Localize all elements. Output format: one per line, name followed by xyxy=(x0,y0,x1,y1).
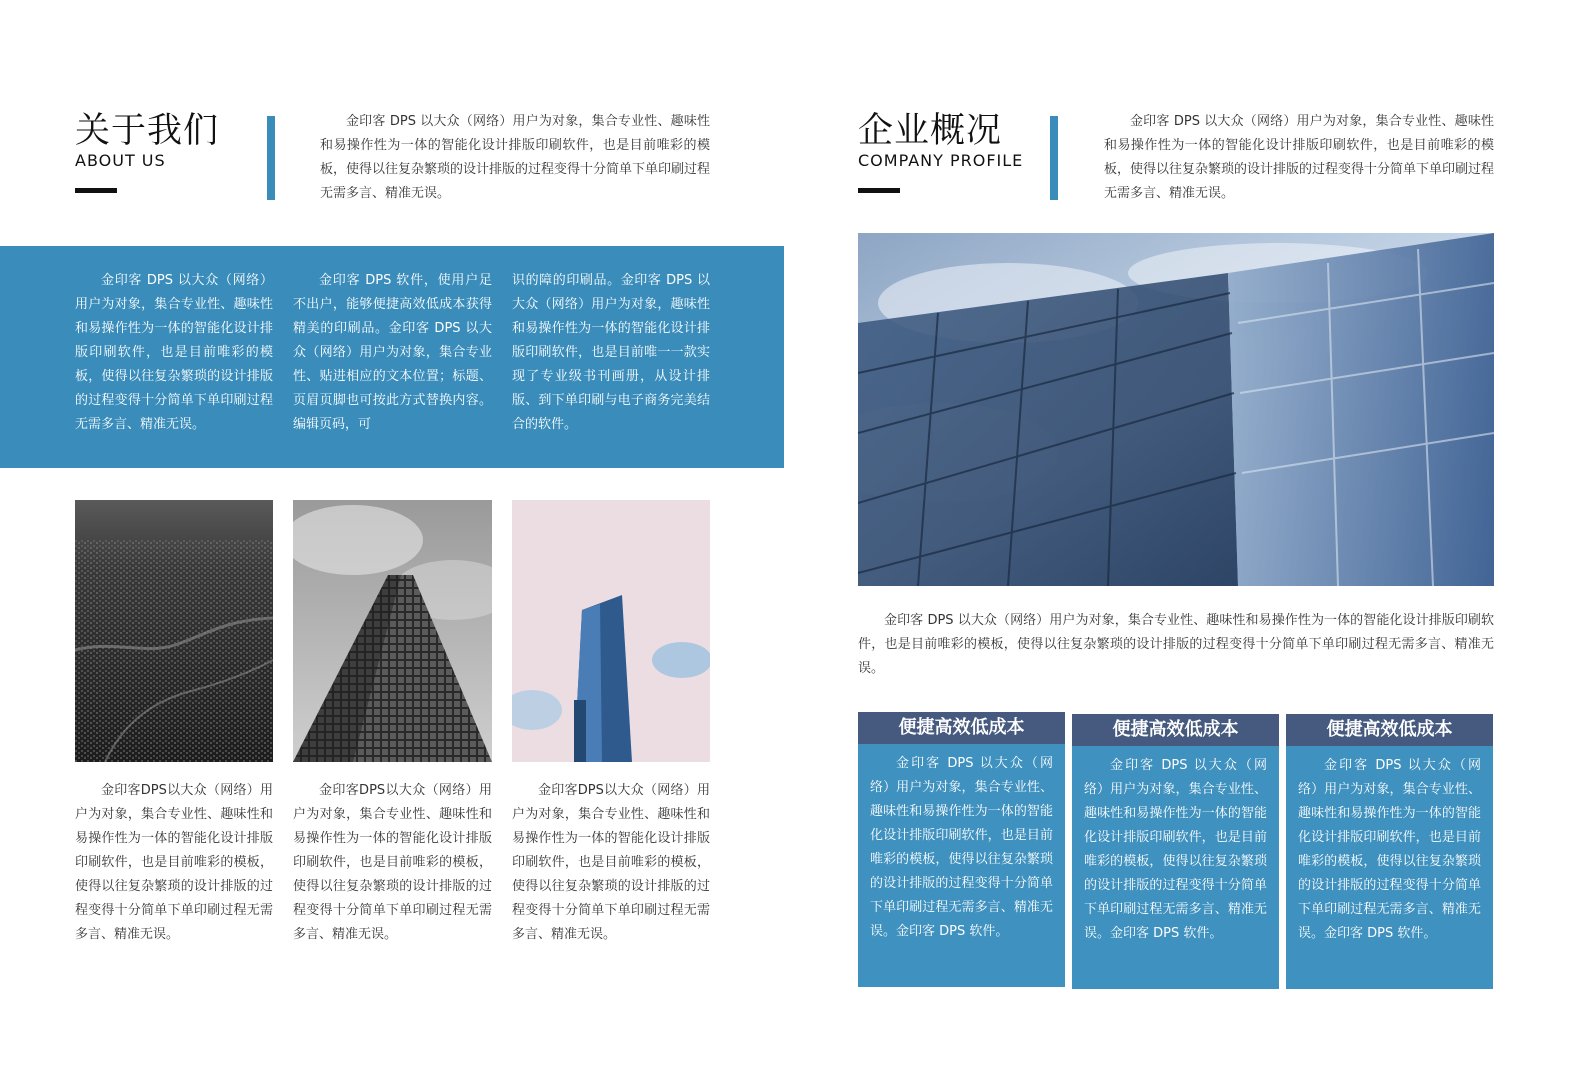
feature-card-title: 便捷高效低成本 xyxy=(1286,714,1493,746)
about-heading-underline xyxy=(75,188,117,193)
band-column-2: 金印客 DPS 软件，使用户足不出户，能够便捷高效低成本获得精美的印刷品。金印客 DPS 以大众（网络）用户为对象，集合专业性、贴进相应的文本位置；标题、页眉页脚也可按此方式替换内容。编辑页码，可 xyxy=(293,273,492,432)
feature-card-1 xyxy=(858,712,1065,987)
aerial-city-photo xyxy=(75,500,273,762)
glass-skyscraper-photo xyxy=(858,233,1494,586)
profile-heading-cn: 企业概况 xyxy=(858,111,1003,151)
about-heading-en: ABOUT US xyxy=(75,151,166,170)
profile-body-text: 金印客 DPS 以大众（网络）用户为对象，集合专业性、趣味性和易操作性为一体的智能化设计排版印刷软件，也是目前唯彩的模板，使得以往复杂繁琐的设计排版的过程变得十分简单下单印刷过程无需多言、精准无误。 xyxy=(858,613,1494,676)
about-vertical-accent xyxy=(267,116,275,200)
profile-heading-underline xyxy=(858,188,900,193)
profile-vertical-accent xyxy=(1050,116,1058,200)
feature-card-3 xyxy=(1286,714,1493,989)
feature-card-text: 金印客 DPS 以大众（网络）用户为对象，集合专业性、趣味性和易操作性为一体的智能化设计排版印刷软件，也是目前唯彩的模板，使得以往复杂繁琐的设计排版的过程变得十分简单下单印刷过程无需多言、精准无误。金印客 DPS 软件。 xyxy=(870,756,1053,939)
feature-card-title: 便捷高效低成本 xyxy=(858,712,1065,744)
blue-tower-photo xyxy=(512,500,710,762)
skyscraper-bw-photo xyxy=(293,500,492,762)
profile-heading-en: COMPANY PROFILE xyxy=(858,151,1024,170)
photo-caption-2: 金印客DPS以大众（网络）用户为对象，集合专业性、趣味性和易操作性为一体的智能化设计排版印刷软件，也是目前唯彩的模板，使得以往复杂繁琐的设计排版的过程变得十分简单下单印刷过程无需多言、精准无误。 xyxy=(293,783,492,942)
feature-card-title: 便捷高效低成本 xyxy=(1072,714,1279,746)
feature-card-text: 金印客 DPS 以大众（网络）用户为对象，集合专业性、趣味性和易操作性为一体的智能化设计排版印刷软件，也是目前唯彩的模板，使得以往复杂繁琐的设计排版的过程变得十分简单下单印刷过程无需多言、精准无误。金印客 DPS 软件。 xyxy=(1298,758,1481,941)
profile-intro-text: 金印客 DPS 以大众（网络）用户为对象，集合专业性、趣味性和易操作性为一体的智能化设计排版印刷软件，也是目前唯彩的模板，使得以往复杂繁琐的设计排版的过程变得十分简单下单印刷过程无需多言、精准无误。 xyxy=(1104,114,1495,201)
about-intro-text: 金印客 DPS 以大众（网络）用户为对象，集合专业性、趣味性和易操作性为一体的智能化设计排版印刷软件，也是目前唯彩的模板，使得以往复杂繁琐的设计排版的过程变得十分简单下单印刷过程无需多言、精准无误。 xyxy=(320,114,711,201)
photo-caption-3: 金印客DPS以大众（网络）用户为对象，集合专业性、趣味性和易操作性为一体的智能化设计排版印刷软件，也是目前唯彩的模板，使得以往复杂繁琐的设计排版的过程变得十分简单下单印刷过程无需多言、精准无误。 xyxy=(512,783,710,942)
about-heading-cn: 关于我们 xyxy=(75,111,220,151)
band-column-1: 金印客 DPS 以大众（网络）用户为对象，集合专业性、趣味性和易操作性为一体的智能化设计排版印刷软件，也是目前唯彩的模板，使得以往复杂繁琐的设计排版的过程变得十分简单下单印刷过程无需多言、精准无误。 xyxy=(75,273,273,432)
photo-caption-1: 金印客DPS以大众（网络）用户为对象，集合专业性、趣味性和易操作性为一体的智能化设计排版印刷软件，也是目前唯彩的模板，使得以往复杂繁琐的设计排版的过程变得十分简单下单印刷过程无需多言、精准无误。 xyxy=(75,783,273,942)
feature-card-2 xyxy=(1072,714,1279,989)
band-column-3: 识的障的印刷品。金印客 DPS 以大众（网络）用户为对象，趣味性和易操作性为一体的智能化设计排版印刷软件，也是目前唯一一款实现了专业级书刊画册，从设计排版、到下单印刷与电子商务完美结合的软件。 xyxy=(512,273,710,432)
feature-card-text: 金印客 DPS 以大众（网络）用户为对象，集合专业性、趣味性和易操作性为一体的智能化设计排版印刷软件，也是目前唯彩的模板，使得以往复杂繁琐的设计排版的过程变得十分简单下单印刷过程无需多言、精准无误。金印客 DPS 软件。 xyxy=(1084,758,1267,941)
